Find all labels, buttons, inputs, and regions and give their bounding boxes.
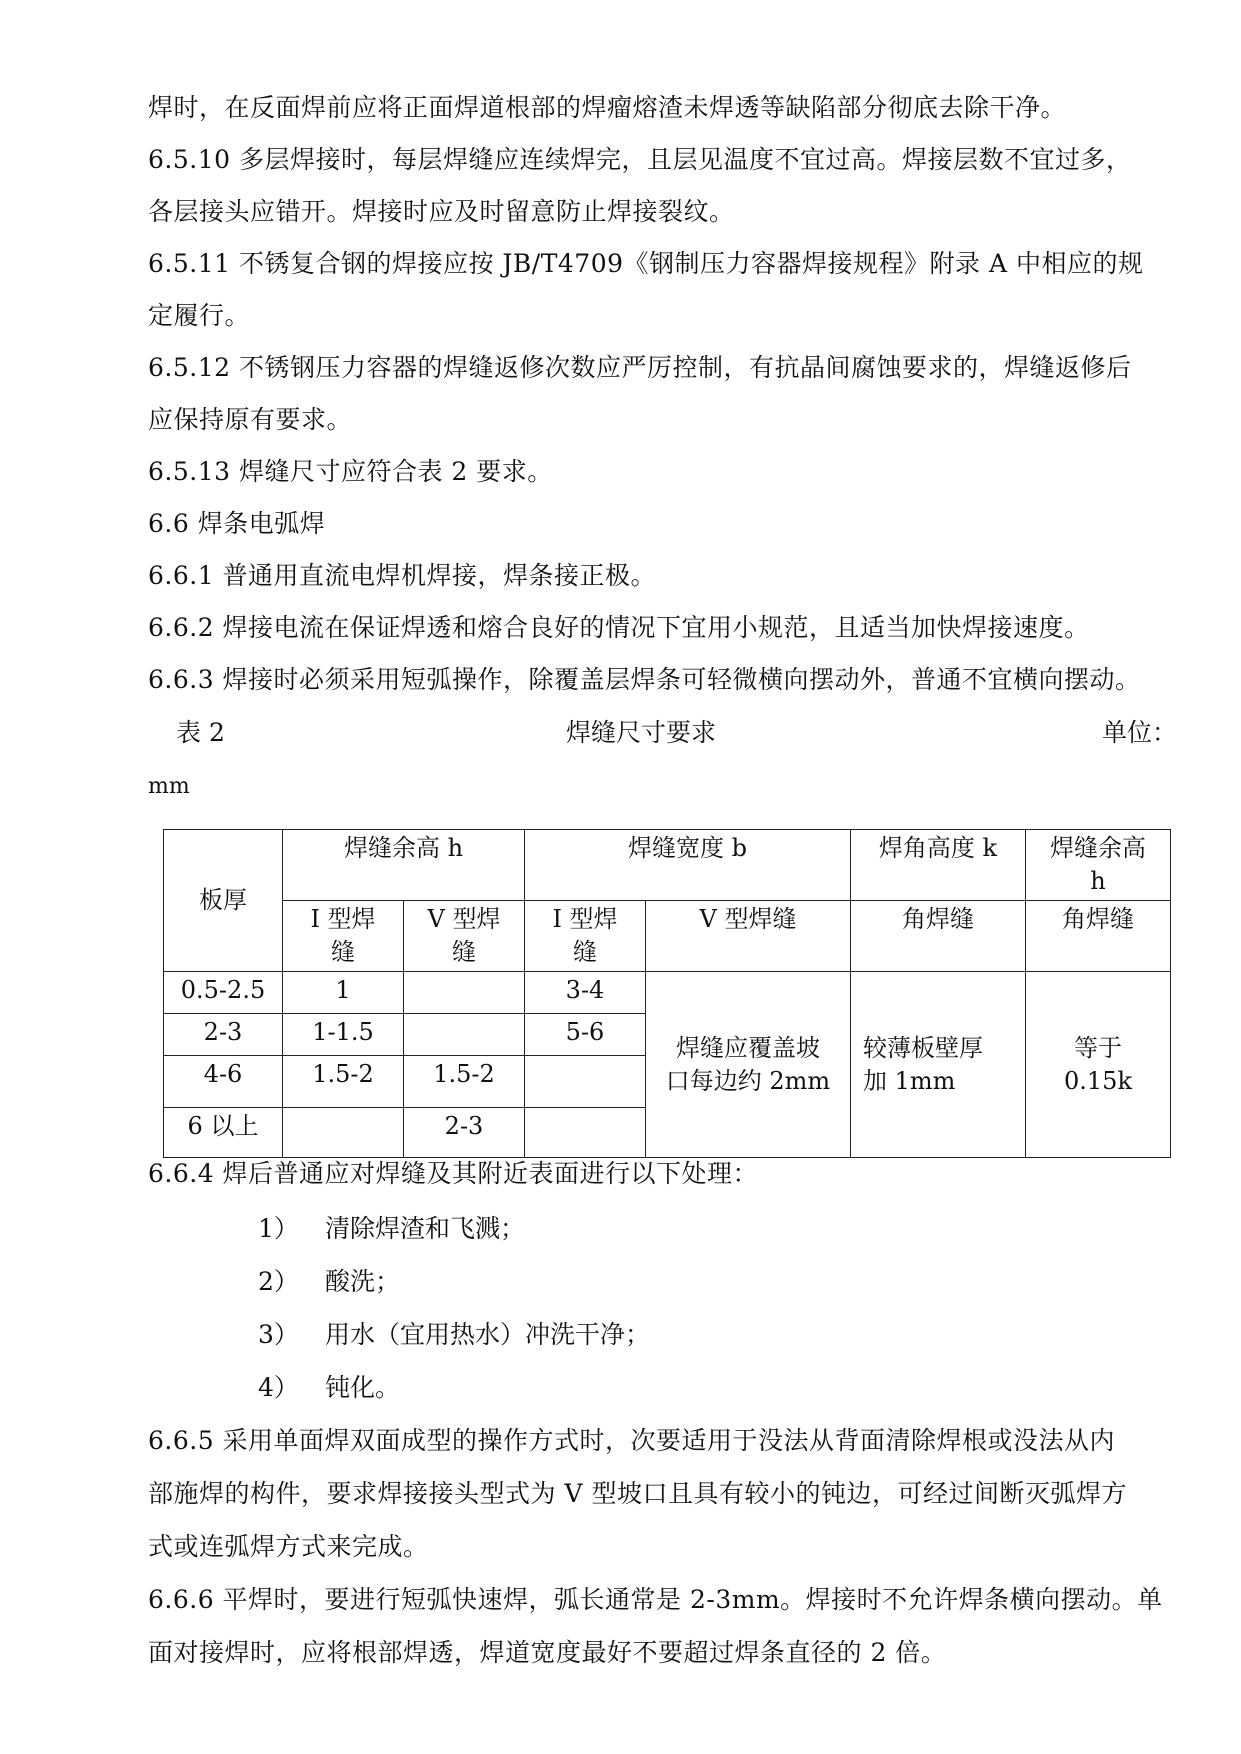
cell-h-i	[283, 1108, 404, 1158]
cell-k-merged	[851, 972, 1026, 1158]
paragraph-line: 6.6.3 焊接时必须采用短弧操作，除覆盖层焊条可轻微横向摆动外，普通不宜横向摆动。	[148, 665, 1141, 694]
paragraph-line: 6.5.12 不锈钢压力容器的焊缝返修次数应严厉控制，有抗晶间腐蚀要求的，焊缝返修后	[148, 353, 1132, 382]
header-fillet-height-k: 焊角高度 k	[851, 830, 1026, 901]
cell-text: 0.15k	[1064, 1066, 1132, 1095]
header-text: 缝	[331, 938, 355, 966]
cell-text: 等于	[1074, 1033, 1122, 1062]
header-text: I 型焊	[310, 905, 376, 933]
paragraph-line: 6.6.5 采用单面焊双面成型的操作方式时，次要适用于没法从背面清除焊根或没法从内	[148, 1426, 1116, 1455]
list-number: 4）	[258, 1373, 299, 1402]
table-header-row	[164, 830, 1171, 901]
subheader-fillet-weld: 角焊缝	[1026, 901, 1171, 972]
cell-h-i: 1-1.5	[283, 1014, 404, 1056]
list-number: 1）	[258, 1214, 299, 1243]
cell-b-i: 5-6	[525, 1014, 646, 1056]
subheader-i-type	[283, 901, 404, 972]
list-number: 2）	[258, 1267, 299, 1296]
cell-b-i	[525, 1108, 646, 1158]
cell-thickness: 2-3	[164, 1014, 283, 1056]
header-plate-thickness: 板厚	[164, 830, 283, 972]
table-subheader-row	[164, 901, 1171, 972]
paragraph-line: 6.5.10 多层焊接时，每层焊缝应连续焊完，且层见温度不宜过高。焊接层数不宜过多，	[148, 145, 1132, 174]
list-text: 钝化。	[325, 1373, 401, 1402]
header-text: I 型焊	[552, 905, 618, 933]
table-label: 表 2	[176, 718, 225, 747]
header-text: V 型焊	[427, 905, 501, 933]
paragraph-line: 6.6.1 普通用直流电焊机焊接，焊条接正极。	[148, 561, 657, 590]
header-text: 缝	[573, 938, 597, 966]
cell-h-v	[404, 1014, 525, 1056]
cell-h-v: 1.5-2	[404, 1056, 525, 1108]
header-text: 缝	[452, 938, 476, 966]
table-row	[164, 972, 1171, 1014]
weld-size-table	[163, 829, 1171, 1158]
cell-h-i: 1	[283, 972, 404, 1014]
header-text: 焊缝余高	[1050, 834, 1146, 862]
paragraph-line: 6.6.6 平焊时，要进行短弧快速焊，弧长通常是 2-3mm。焊接时不允许焊条横向摆动。单	[148, 1585, 1163, 1614]
header-reinforcement-h2	[1026, 830, 1171, 901]
section-heading: 6.6 焊条电弧焊	[148, 509, 326, 538]
paragraph-line: 焊时，在反面焊前应将正面焊道根部的焊瘤熔渣未焊透等缺陷部分彻底去除干净。	[148, 93, 1067, 122]
table-unit-value: mm	[148, 774, 190, 799]
paragraph-line: 6.6.4 焊后普通应对焊缝及其附近表面进行以下处理：	[148, 1159, 759, 1188]
paragraph-line: 6.5.11 不锈复合钢的焊接应按 JB/T4709《钢制压力容器焊接规程》附录 A 中相应的规	[148, 249, 1144, 278]
subheader-i-type	[525, 901, 646, 972]
paragraph-line: 各层接头应错开。焊接时应及时留意防止焊接裂纹。	[148, 197, 735, 226]
cell-text: 加 1mm	[863, 1066, 956, 1095]
paragraph-line: 式或连弧焊方式来完成。	[148, 1532, 429, 1561]
table-title: 焊缝尺寸要求	[566, 718, 717, 747]
cell-h2-merged	[1026, 972, 1171, 1158]
paragraph-line: 定履行。	[148, 301, 251, 330]
cell-h-v: 2-3	[404, 1108, 525, 1158]
cell-h-i: 1.5-2	[283, 1056, 404, 1108]
table-unit-label: 单位：	[1102, 718, 1178, 747]
header-width-b: 焊缝宽度 b	[525, 830, 851, 901]
paragraph-line: 面对接焊时，应将根部焊透，焊道宽度最好不要超过焊条直径的 2 倍。	[148, 1638, 947, 1667]
list-text: 酸洗；	[325, 1267, 401, 1296]
subheader-v-type-full: V 型焊缝	[646, 901, 851, 972]
cell-b-v-merged	[646, 972, 851, 1158]
paragraph-line: 6.5.13 焊缝尺寸应符合表 2 要求。	[148, 457, 553, 486]
cell-h-v	[404, 972, 525, 1014]
list-number: 3）	[258, 1320, 299, 1349]
paragraph-line: 部施焊的构件，要求焊接接头型式为 V 型坡口且具有较小的钝边，可经过间断灭弧焊方	[148, 1479, 1127, 1508]
paragraph-line: 应保持原有要求。	[148, 405, 353, 434]
subheader-fillet-weld: 角焊缝	[851, 901, 1026, 972]
cell-thickness: 0.5-2.5	[164, 972, 283, 1014]
paragraph-line: 6.6.2 焊接电流在保证焊透和熔合良好的情况下宜用小规范，且适当加快焊接速度。	[148, 613, 1090, 642]
cell-b-i: 3-4	[525, 972, 646, 1014]
subheader-v-type	[404, 901, 525, 972]
cell-text: 口每边约 2mm	[665, 1066, 831, 1095]
cell-text: 较薄板壁厚	[863, 1033, 983, 1062]
header-reinforcement-h: 焊缝余高 h	[283, 830, 525, 901]
list-text: 清除焊渣和飞溅；	[325, 1214, 526, 1243]
header-text: h	[1090, 867, 1106, 895]
cell-b-i	[525, 1056, 646, 1108]
cell-thickness: 4-6	[164, 1056, 283, 1108]
cell-thickness: 6 以上	[164, 1108, 283, 1158]
cell-text: 焊缝应覆盖坡	[676, 1033, 820, 1062]
list-text: 用水（宜用热水）冲洗干净；	[325, 1320, 651, 1349]
